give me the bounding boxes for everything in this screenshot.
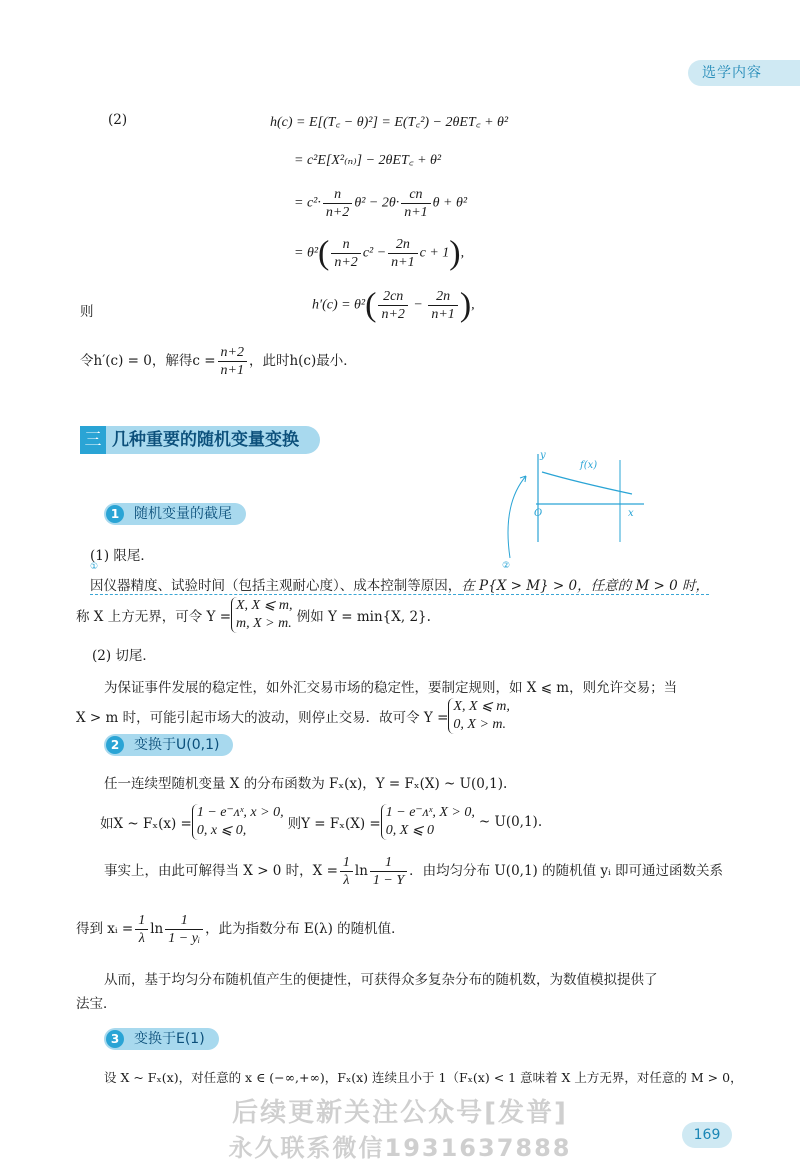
s2-p4-a: 得到 xᵢ = <box>76 921 134 937</box>
eq3-frac1-den: n+2 <box>325 205 350 220</box>
s1-p3-b: 例如 Y = min{X, 2}. <box>296 609 431 625</box>
s2-p4-frac1 <box>135 912 148 947</box>
sol-b: ，此时h(c)最小． <box>248 353 357 369</box>
eq4-frac2 <box>388 236 417 271</box>
s1-p2 <box>90 574 709 594</box>
eq5-frac2 <box>428 288 457 323</box>
eq3-b: θ² − 2θ· <box>354 195 400 211</box>
equation-line-3 <box>294 186 467 221</box>
watermark-line-2: 永久联系微信1931637888 <box>228 1134 572 1162</box>
eq4-frac1-den: n+2 <box>334 255 358 270</box>
s1-p6-case1: X, X ⩽ m, <box>453 699 510 714</box>
s2-p4-frac2 <box>165 912 203 947</box>
sol-frac <box>218 344 247 379</box>
s2-p2 <box>100 804 542 840</box>
fig-y-label: y <box>540 450 546 461</box>
watermark-line-1: 后续更新关注公众号[发普] <box>232 1098 568 1128</box>
s2-p3-frac1-num: 1 <box>340 854 353 872</box>
equation-line-2: = c²E[X²₍ₙ₎] − 2θET꜀ + θ² <box>294 153 442 168</box>
s1-p3 <box>76 597 431 633</box>
s1-p3-case2: m, X > m. <box>236 616 292 631</box>
eq4-frac2-num: 2n <box>388 236 417 254</box>
s1-p6-a: X > m 时，可能引起市场大的波动，则停止交易．故可令 Y = <box>76 710 449 726</box>
subsection-1-number: 1 <box>106 505 124 523</box>
eq4-a: = θ² <box>294 245 319 261</box>
eq4-c: c + 1 <box>419 245 450 261</box>
s2-p1: 任一连续型随机变量 X 的分布函数为 Fₓ(x)，Y = Fₓ(X) ~ U(0,1). <box>104 776 508 792</box>
s2-p4-frac1-num: 1 <box>135 912 148 930</box>
s1-p4: (2) 切尾． <box>92 648 156 664</box>
s2-p2-case2: 0, x ⩽ 0, <box>196 823 247 838</box>
eq5-frac1-den: n+2 <box>381 307 405 322</box>
then-label: 则 <box>80 304 94 320</box>
subsection-2-title: 变换于U(0,1) <box>134 737 220 753</box>
fig-x-label: x <box>628 508 634 519</box>
s2-p3-frac2-num: 1 <box>370 854 407 872</box>
eq3-c: θ + θ² <box>432 195 468 211</box>
s1-p6-cases <box>448 698 509 734</box>
subsection-1-header <box>104 503 246 525</box>
s1-p3-cases <box>231 597 292 633</box>
eq5-frac1-num: 2cn <box>378 288 407 306</box>
eq4-b: c² − <box>362 245 387 261</box>
s1-p3-a: 称 X 上方无界，可令 Y = <box>76 609 231 625</box>
equation-line-1: h(c) = E[(T꜀ − θ)²] = E(T꜀²) − 2θET꜀ + θ² <box>270 115 509 130</box>
eq5-frac1 <box>378 288 407 323</box>
s1-p6-case2: 0, X > m. <box>453 717 507 732</box>
s1-p6 <box>76 698 510 734</box>
s1-p1: (1) 限尾． <box>90 548 154 564</box>
s2-p3-c: ．由均匀分布 U(0,1) 的随机值 yᵢ 即可通过函数关系 <box>409 863 724 879</box>
s1-p2-a: 因仪器精度、试验时间（包括主观耐心度）、成本控制等原因， <box>90 578 462 594</box>
s2-p2-case4: 0, X ⩽ 0 <box>385 823 435 838</box>
s2-p3-frac1 <box>340 854 353 889</box>
s2-p3-b: ln <box>354 863 368 879</box>
s2-p6: 法宝． <box>76 996 117 1012</box>
sol-a: 令h′(c) = 0，解得c = <box>80 353 216 369</box>
s2-p4-frac2-den: 1 − yᵢ <box>168 931 201 946</box>
s2-p2-cases2 <box>381 804 475 840</box>
subsection-2-number: 2 <box>106 736 124 754</box>
eq3-frac1 <box>323 186 352 221</box>
eq3-a: = c²· <box>294 195 321 211</box>
s1-p3-case1: X, X ⩽ m, <box>236 598 293 613</box>
s2-p3 <box>104 854 723 889</box>
chapter-tag: 选学内容 <box>688 60 800 86</box>
equation-line-4: = θ²( $\frac{n}{n+2}$ c² − $\frac{2n}{n+1}$ c + 1), <box>294 234 465 272</box>
eq5-a: h′(c) = θ² <box>312 297 366 313</box>
s2-p2-case3: 1 − e⁻ᴧˣ, X > 0, <box>385 805 475 820</box>
s1-p5: 为保证事件发展的稳定性，如外汇交易市场的稳定性，要制定规则，如 X ⩽ m，则允许交易；当 <box>104 680 678 696</box>
s1-p2-b: 在 P{X > M} > 0，任意的 M > 0 时， <box>461 578 710 594</box>
sol-frac-den: n+1 <box>220 363 244 378</box>
s2-p2-cases1 <box>192 804 284 840</box>
eq3-frac2 <box>401 186 430 221</box>
subsection-2-header <box>104 734 233 756</box>
eq4-frac1 <box>331 236 360 271</box>
subsection-3-title: 变换于E(1) <box>134 1031 205 1047</box>
eq5-frac2-den: n+1 <box>431 307 455 322</box>
s2-p4-b: ln <box>150 921 164 937</box>
eq3-frac2-num: cn <box>401 186 430 204</box>
circle-note-1: ① <box>90 562 99 572</box>
eq3-frac2-den: n+1 <box>404 205 428 220</box>
s2-p3-a: 事实上，由此可解得当 X > 0 时，X = <box>104 863 338 879</box>
solution-line <box>80 344 357 379</box>
s2-p4-c: ，此为指数分布 E(λ) 的随机值． <box>205 921 405 937</box>
eq3-frac1-num: n <box>323 186 352 204</box>
s2-p2-case1: 1 − e⁻ᴧˣ, x > 0, <box>196 805 284 820</box>
density-curve <box>542 472 632 494</box>
pointer-arrow <box>508 476 526 558</box>
s2-p5: 从而，基于均匀分布随机值产生的便捷性，可获得众多复杂分布的随机数，为数值模拟提供了 <box>104 972 658 988</box>
s2-p3-frac2-den: 1 − Y <box>372 873 405 888</box>
fig-origin-label: O <box>534 508 543 519</box>
subsection-3-number: 3 <box>106 1030 124 1048</box>
eq4-frac2-den: n+1 <box>391 255 415 270</box>
section-title: 几种重要的随机变量变换 <box>112 430 299 450</box>
fig-circ2: ② <box>502 561 511 571</box>
subsection-3-header <box>104 1028 219 1050</box>
truncation-figure <box>496 444 656 574</box>
s2-p2-b: 则Y = Fₓ(X) = <box>287 816 381 832</box>
s2-p4-frac2-num: 1 <box>165 912 203 930</box>
s3-p1: 设 X ~ Fₓ(x)，对任意的 x ∈ (−∞,+∞)，Fₓ(x) 连续且小于 1（Fₓ(x) < 1 意味着 X 上方无界，对任意的 M > 0， <box>104 1070 743 1085</box>
fig-curve-label: f(x) <box>580 460 598 471</box>
page-number: 169 <box>682 1122 732 1148</box>
s2-p3-frac1-den: λ <box>343 873 350 888</box>
s2-p2-d: ~ U(0,1). <box>478 814 543 830</box>
part-label: (2) <box>108 112 128 128</box>
sol-frac-num: n+2 <box>218 344 247 362</box>
s2-p4 <box>76 912 405 947</box>
section-number: 三 <box>80 426 106 454</box>
eq5-frac2-num: 2n <box>428 288 457 306</box>
equation-line-5: h′(c) = θ²( $\frac{2cn}{n+2}$ − $\frac{2n}{n+1}$ ), <box>312 286 475 324</box>
s2-p2-a: 如X ~ Fₓ(x) = <box>100 816 192 832</box>
s2-p3-frac2 <box>370 854 407 889</box>
eq4-frac1-num: n <box>331 236 360 254</box>
subsection-1-title: 随机变量的截尾 <box>134 506 232 522</box>
s2-p4-frac1-den: λ <box>138 931 145 946</box>
